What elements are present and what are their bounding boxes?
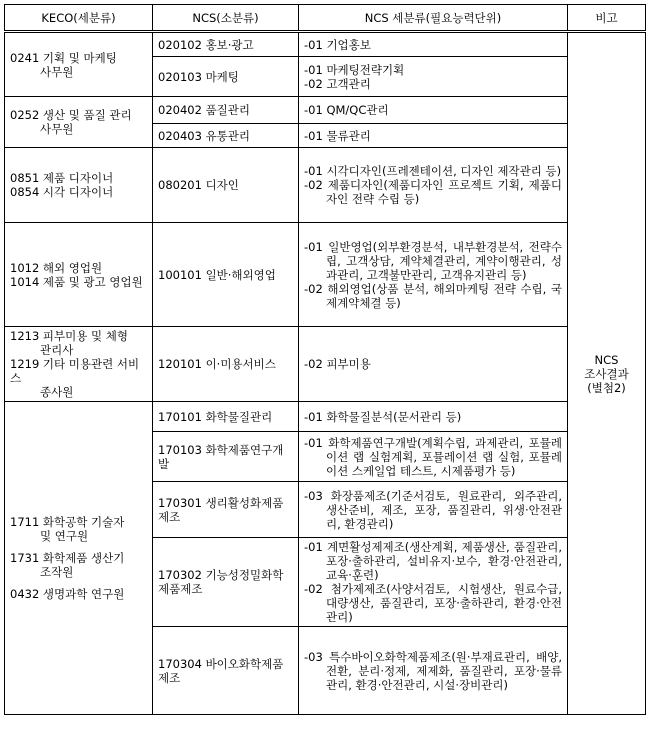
table-row	[5, 148, 646, 223]
header-ncs-sub: NCS(소분류)	[153, 5, 299, 32]
table-row	[5, 223, 646, 327]
ncs-code: 020102	[158, 37, 202, 52]
ncs-unit-item: -01 계면활성제제조(생산계획, 제품생산, 품질관리, 포장·출하관리, 설비유지·보수, 환경·안전관리, 교육·훈련)	[304, 540, 562, 582]
ncs-name: 품질관리	[205, 103, 250, 117]
ncs-sub-cell	[153, 482, 299, 538]
keco-line: 1213 피부미용 및 체형	[10, 329, 128, 343]
ncs-unit-cell	[299, 124, 568, 148]
note-line: NCS	[594, 352, 619, 367]
ncs-name: 유통관리	[205, 128, 250, 143]
keco-line: 조작원	[40, 565, 74, 579]
ncs-unit-item: -02 해외영업(상품 분석, 해외마케팅 전략 수립, 국제계약체결 등)	[304, 281, 562, 310]
keco-line: 1731 화학제품 생산기	[10, 551, 125, 565]
ncs-sub-cell	[153, 432, 299, 482]
ncs-code: 120101	[158, 357, 202, 371]
ncs-unit-cell	[299, 57, 568, 97]
keco-line: 종사원	[40, 385, 74, 399]
ncs-unit-item: -02 제품디자인(제품디자인 프로젝트 기획, 제품디자인 전략 수립 등)	[304, 178, 562, 206]
ncs-sub-cell	[153, 223, 299, 327]
ncs-code: 170103	[158, 442, 202, 457]
keco-line: 0854 시각 디자이너	[10, 185, 114, 199]
ncs-sub-cell	[153, 32, 299, 57]
ncs-code: 020402	[158, 103, 202, 117]
ncs-unit-item: -03 화장품제조(기준서검토, 원료관리, 외주관리, 생산준비, 제조, 포장, 품질관리, 위생·안전관리, 환경관리)	[304, 488, 562, 531]
ncs-sub-cell	[153, 148, 299, 223]
keco-line: 1711 화학공학 기술자	[10, 515, 125, 529]
ncs-name: 일반·해외영업	[205, 267, 276, 282]
ncs-unit-cell	[299, 97, 568, 124]
table-row	[5, 32, 646, 57]
ncs-sub-cell	[153, 57, 299, 97]
ncs-unit-cell	[299, 327, 568, 402]
keco-line: 0851 제품 디자이너	[10, 171, 114, 185]
ncs-code: 170301	[158, 495, 202, 510]
keco-line: 1012 해외 영업원	[10, 260, 103, 275]
ncs-sub-cell	[153, 627, 299, 715]
ncs-unit-item: -02 피부미용	[304, 357, 371, 371]
ncs-name: 홍보·광고	[205, 37, 254, 52]
ncs-code: 170101	[158, 409, 202, 424]
ncs-unit-item: -01 화학제품연구개발(계획수립, 과제관리, 포뮬레이션 랩 실험계획, 포뮬레이션 랩 실험, 포뮬레이션 스케일업 테스트, 시제품평가 등)	[304, 435, 562, 478]
note-line: (별첨2)	[587, 380, 626, 395]
keco-line: 사무원	[40, 122, 74, 136]
header-keco: KECO(세분류)	[5, 5, 153, 32]
keco-line: 0432 생명과학 연구원	[10, 587, 125, 601]
ncs-unit-cell	[299, 402, 568, 432]
keco-cell	[5, 97, 153, 148]
ncs-name: 마케팅	[205, 69, 239, 84]
ncs-name: 화학제품연구개발	[158, 442, 284, 471]
keco-cell	[5, 327, 153, 402]
ncs-sub-cell	[153, 97, 299, 124]
keco-line: 1014 제품 및 광고 영업원	[10, 274, 143, 289]
ncs-code: 170304	[158, 656, 202, 671]
ncs-code: 080201	[158, 178, 202, 192]
ncs-unit-cell	[299, 538, 568, 627]
header-note: 비고	[568, 5, 646, 32]
ncs-unit-item: -01 일반영업(외부환경분석, 내부환경분석, 전략수립, 고객상담, 계약체결관리, 계약이행관리, 성과관리, 고객불만관리, 고객유지관리 등)	[304, 239, 562, 282]
ncs-unit-cell	[299, 627, 568, 715]
table-row	[5, 402, 646, 432]
ncs-unit-item: -01 QM/QC관리	[304, 103, 389, 117]
ncs-unit-cell	[299, 148, 568, 223]
keco-line: 0252 생산 및 품질 관리	[10, 108, 132, 122]
keco-line: 0241 기획 및 마케팅	[10, 50, 117, 65]
ncs-unit-item: -03 특수바이오화학제품제조(원·부재료관리, 배양, 전환, 분리·정제, 제제화, 품질관리, 포장·물류관리, 환경·안전관리, 시설·장비관리)	[304, 649, 562, 692]
header-ncs-unit: NCS 세분류(필요능력단위)	[299, 5, 568, 32]
ncs-unit-cell	[299, 32, 568, 57]
ncs-name: 바이오화학제품제조	[158, 656, 284, 685]
note-cell	[568, 32, 646, 715]
keco-line: 1219 기타 미용관련 서비스	[10, 357, 140, 385]
ncs-unit-item: -01 물류관리	[304, 128, 371, 143]
keco-cell	[5, 223, 153, 327]
ncs-sub-cell	[153, 327, 299, 402]
ncs-unit-item: -01 기업홍보	[304, 37, 371, 52]
table-row	[5, 97, 646, 124]
ncs-unit-cell	[299, 432, 568, 482]
ncs-unit-item: -01 화학물질분석(문서관리 등)	[304, 409, 462, 424]
ncs-unit-cell	[299, 223, 568, 327]
ncs-name: 생리활성화제품제조	[158, 495, 284, 524]
ncs-code: 020403	[158, 128, 202, 143]
ncs-unit-item: -01 시각디자인(프레젠테이션, 디자인 제작관리 등)	[304, 164, 562, 178]
ncs-code: 100101	[158, 267, 202, 282]
note-line: 조사결과	[584, 366, 629, 381]
ncs-unit-cell	[299, 482, 568, 538]
keco-cell	[5, 148, 153, 223]
ncs-name: 디자인	[205, 178, 239, 192]
ncs-name: 기능성정밀화학제품제조	[158, 568, 284, 596]
ncs-name: 이·미용서비스	[205, 357, 276, 371]
ncs-unit-item: -01 마케팅전략기획	[304, 62, 405, 77]
ncs-unit-item: -02 고객관리	[304, 76, 371, 91]
ncs-name: 화학물질관리	[205, 409, 273, 424]
header-row	[5, 5, 646, 32]
ncs-mapping-table	[4, 4, 646, 715]
ncs-code: 020103	[158, 69, 202, 84]
ncs-sub-cell	[153, 402, 299, 432]
keco-line: 및 연구원	[40, 529, 89, 543]
keco-cell	[5, 402, 153, 715]
keco-line: 사무원	[40, 64, 74, 79]
keco-line: 관리사	[40, 343, 74, 357]
table-body	[5, 32, 646, 715]
ncs-code: 170302	[158, 568, 202, 582]
ncs-unit-item: -02 첨가제제조(사양서검토, 시험생산, 원료수급, 대량생산, 품질관리, 포장·출하관리, 환경·안전관리)	[304, 582, 562, 624]
keco-cell	[5, 32, 153, 97]
table-row	[5, 327, 646, 402]
ncs-sub-cell	[153, 538, 299, 627]
ncs-sub-cell	[153, 124, 299, 148]
